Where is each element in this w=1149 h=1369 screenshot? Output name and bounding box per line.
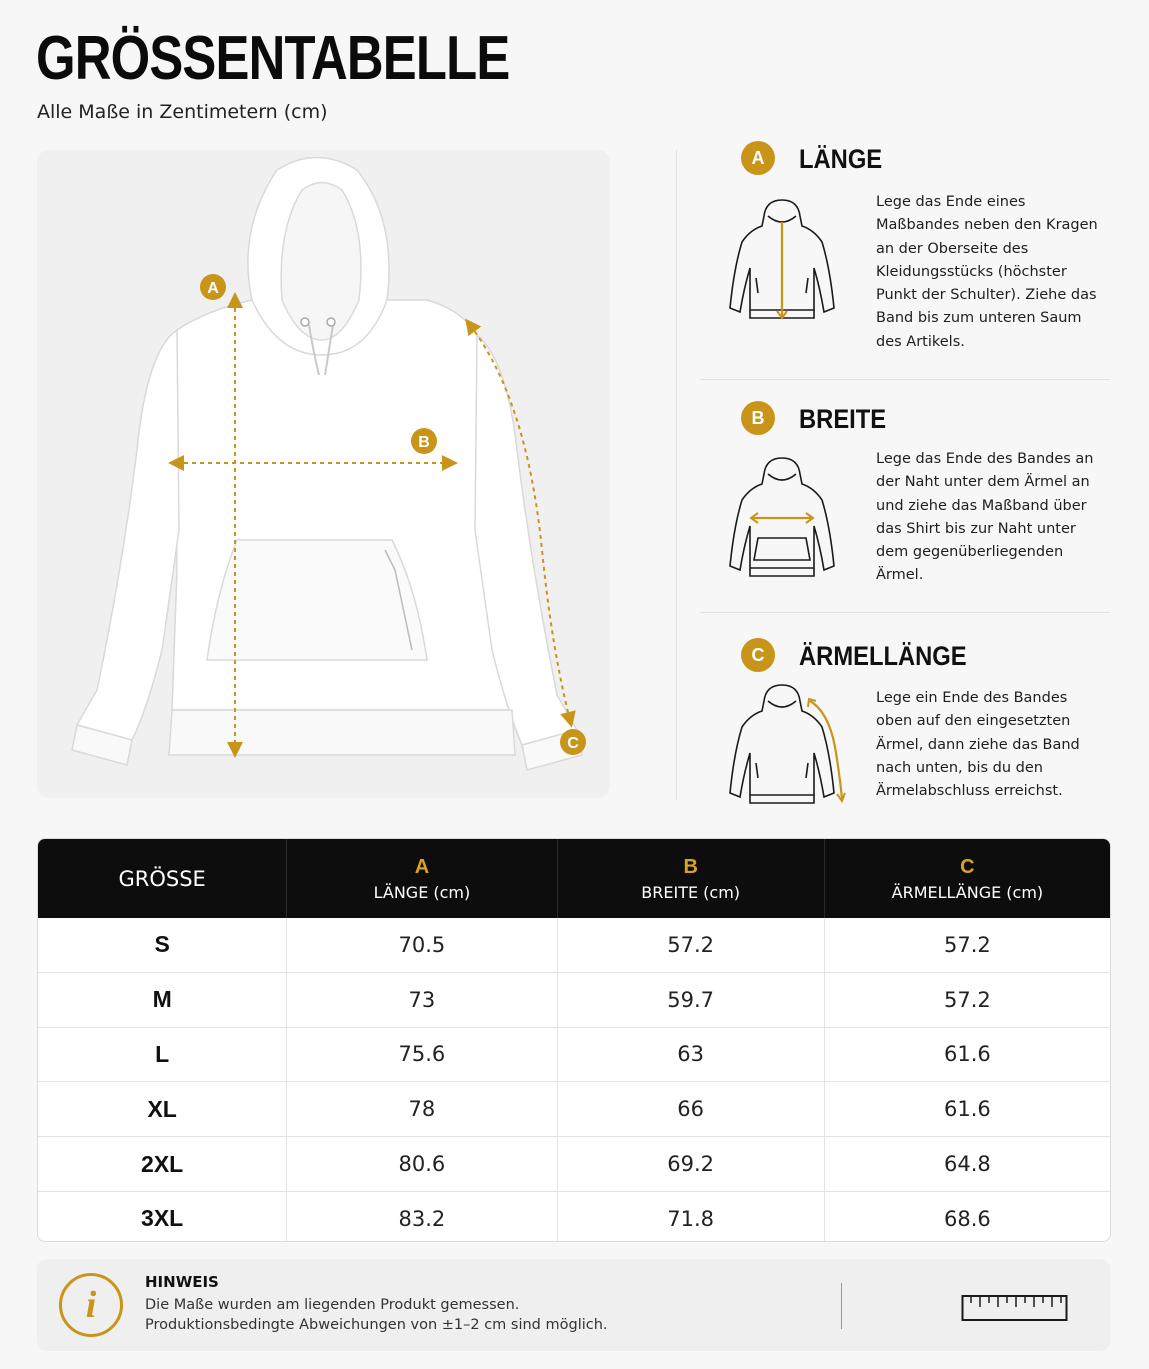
ruler-icon (961, 1293, 1069, 1323)
table-body (38, 918, 1110, 1242)
vertical-divider (676, 150, 677, 800)
section-divider-1 (700, 379, 1110, 380)
cell-sleeve: 61.6 (944, 1097, 991, 1122)
badge-a: A (741, 141, 775, 175)
cell-sleeve: 57.2 (944, 932, 991, 957)
header-letter: C (960, 856, 975, 878)
note-divider (841, 1283, 842, 1329)
table-row (38, 1136, 1110, 1191)
section-sleeve (700, 637, 1110, 807)
cell-width: 69.2 (558, 1137, 825, 1191)
section-text-width: Lege das Ende des Bandes an der Naht unter dem Ärmel an und ziehe das Maßband über das Shirt bis zur Naht unter dem gegenüberliegenden Ärmel. (876, 451, 1094, 584)
cell-length: 83.2 (287, 1192, 557, 1242)
header-length (287, 839, 557, 918)
cell-width: 66 (558, 1082, 825, 1136)
cell-length: 70.5 (287, 918, 557, 972)
table-row (38, 1027, 1110, 1082)
cell-size: XL (38, 1082, 287, 1136)
marker-c: C (567, 735, 579, 752)
note-box (37, 1259, 1110, 1351)
cell-length: 80.6 (287, 1137, 557, 1191)
cell-size: M (38, 973, 287, 1027)
cell-length: 73 (287, 973, 557, 1027)
section-width (700, 400, 1110, 600)
hoodie-sleeve-icon (724, 683, 848, 809)
page-title: GRÖSSENTABELLE (36, 24, 510, 93)
header-letter: A (414, 856, 430, 878)
section-title-width: BREITE (799, 404, 887, 434)
info-icon: i (59, 1273, 123, 1337)
cell-width: 71.8 (558, 1192, 825, 1242)
note-line-2: Produktionsbedingte Abweichungen von ±1–2 cm sind möglich. (145, 1317, 608, 1333)
marker-b: B (418, 434, 430, 451)
header-label: ÄRMELLÄNGE (cm) (891, 883, 1044, 902)
section-text-sleeve: Lege ein Ende des Bandes oben auf den eingesetzten Ärmel, dann ziehe das Band nach unten, bis du den Ärmelabschluss erreichst. (876, 690, 1080, 800)
table-row (38, 918, 1110, 972)
header-width (558, 839, 825, 918)
section-title-length: LÄNGE (799, 144, 883, 174)
header-size (38, 839, 287, 918)
table-header (38, 839, 1110, 918)
badge-b: B (741, 401, 775, 435)
badge-c: C (741, 638, 775, 672)
cell-width: 57.2 (558, 918, 825, 972)
cell-width: 63 (558, 1028, 825, 1082)
note-title: HINWEIS (145, 1273, 219, 1291)
cell-sleeve: 61.6 (944, 1042, 991, 1067)
header-label: GRÖSSE (118, 866, 206, 891)
section-title-sleeve: ÄRMELLÄNGE (799, 641, 967, 671)
header-label: LÄNGE (cm) (373, 883, 471, 902)
hoodie-illustration (37, 150, 610, 798)
header-label: BREITE (cm) (641, 883, 741, 902)
page-subtitle: Alle Maße in Zentimetern (cm) (37, 101, 328, 123)
cell-size: L (38, 1028, 287, 1082)
note-line-1: Die Maße wurden am liegenden Produkt gemessen. (145, 1297, 520, 1313)
table-row (38, 972, 1110, 1027)
note-text (145, 1295, 608, 1335)
section-divider-2 (700, 612, 1110, 613)
hoodie-illustration-panel (37, 150, 610, 798)
cell-width: 59.7 (558, 973, 825, 1027)
table-row (38, 1191, 1110, 1242)
hoodie-length-icon (724, 198, 840, 324)
hoodie-width-icon (724, 456, 840, 582)
table-row (38, 1081, 1110, 1136)
cell-sleeve: 64.8 (944, 1152, 991, 1177)
section-text-length: Lege das Ende eines Maßbandes neben den Kragen an der Oberseite des Kleidungsstücks (höchster Punkt der Schulter). Ziehe das Band bis zum unteren Saum des Artikels. (876, 194, 1098, 350)
cell-sleeve: 57.2 (944, 987, 991, 1012)
cell-size: S (38, 918, 287, 972)
cell-length: 78 (287, 1082, 557, 1136)
cell-size: 2XL (38, 1137, 287, 1191)
cell-length: 75.6 (287, 1028, 557, 1082)
header-letter: B (683, 856, 698, 878)
header-sleeve (825, 839, 1110, 918)
cell-size: 3XL (38, 1192, 287, 1242)
cell-sleeve: 68.6 (944, 1206, 991, 1231)
size-table (37, 838, 1111, 1242)
section-length (700, 140, 1110, 370)
marker-a: A (207, 280, 219, 297)
